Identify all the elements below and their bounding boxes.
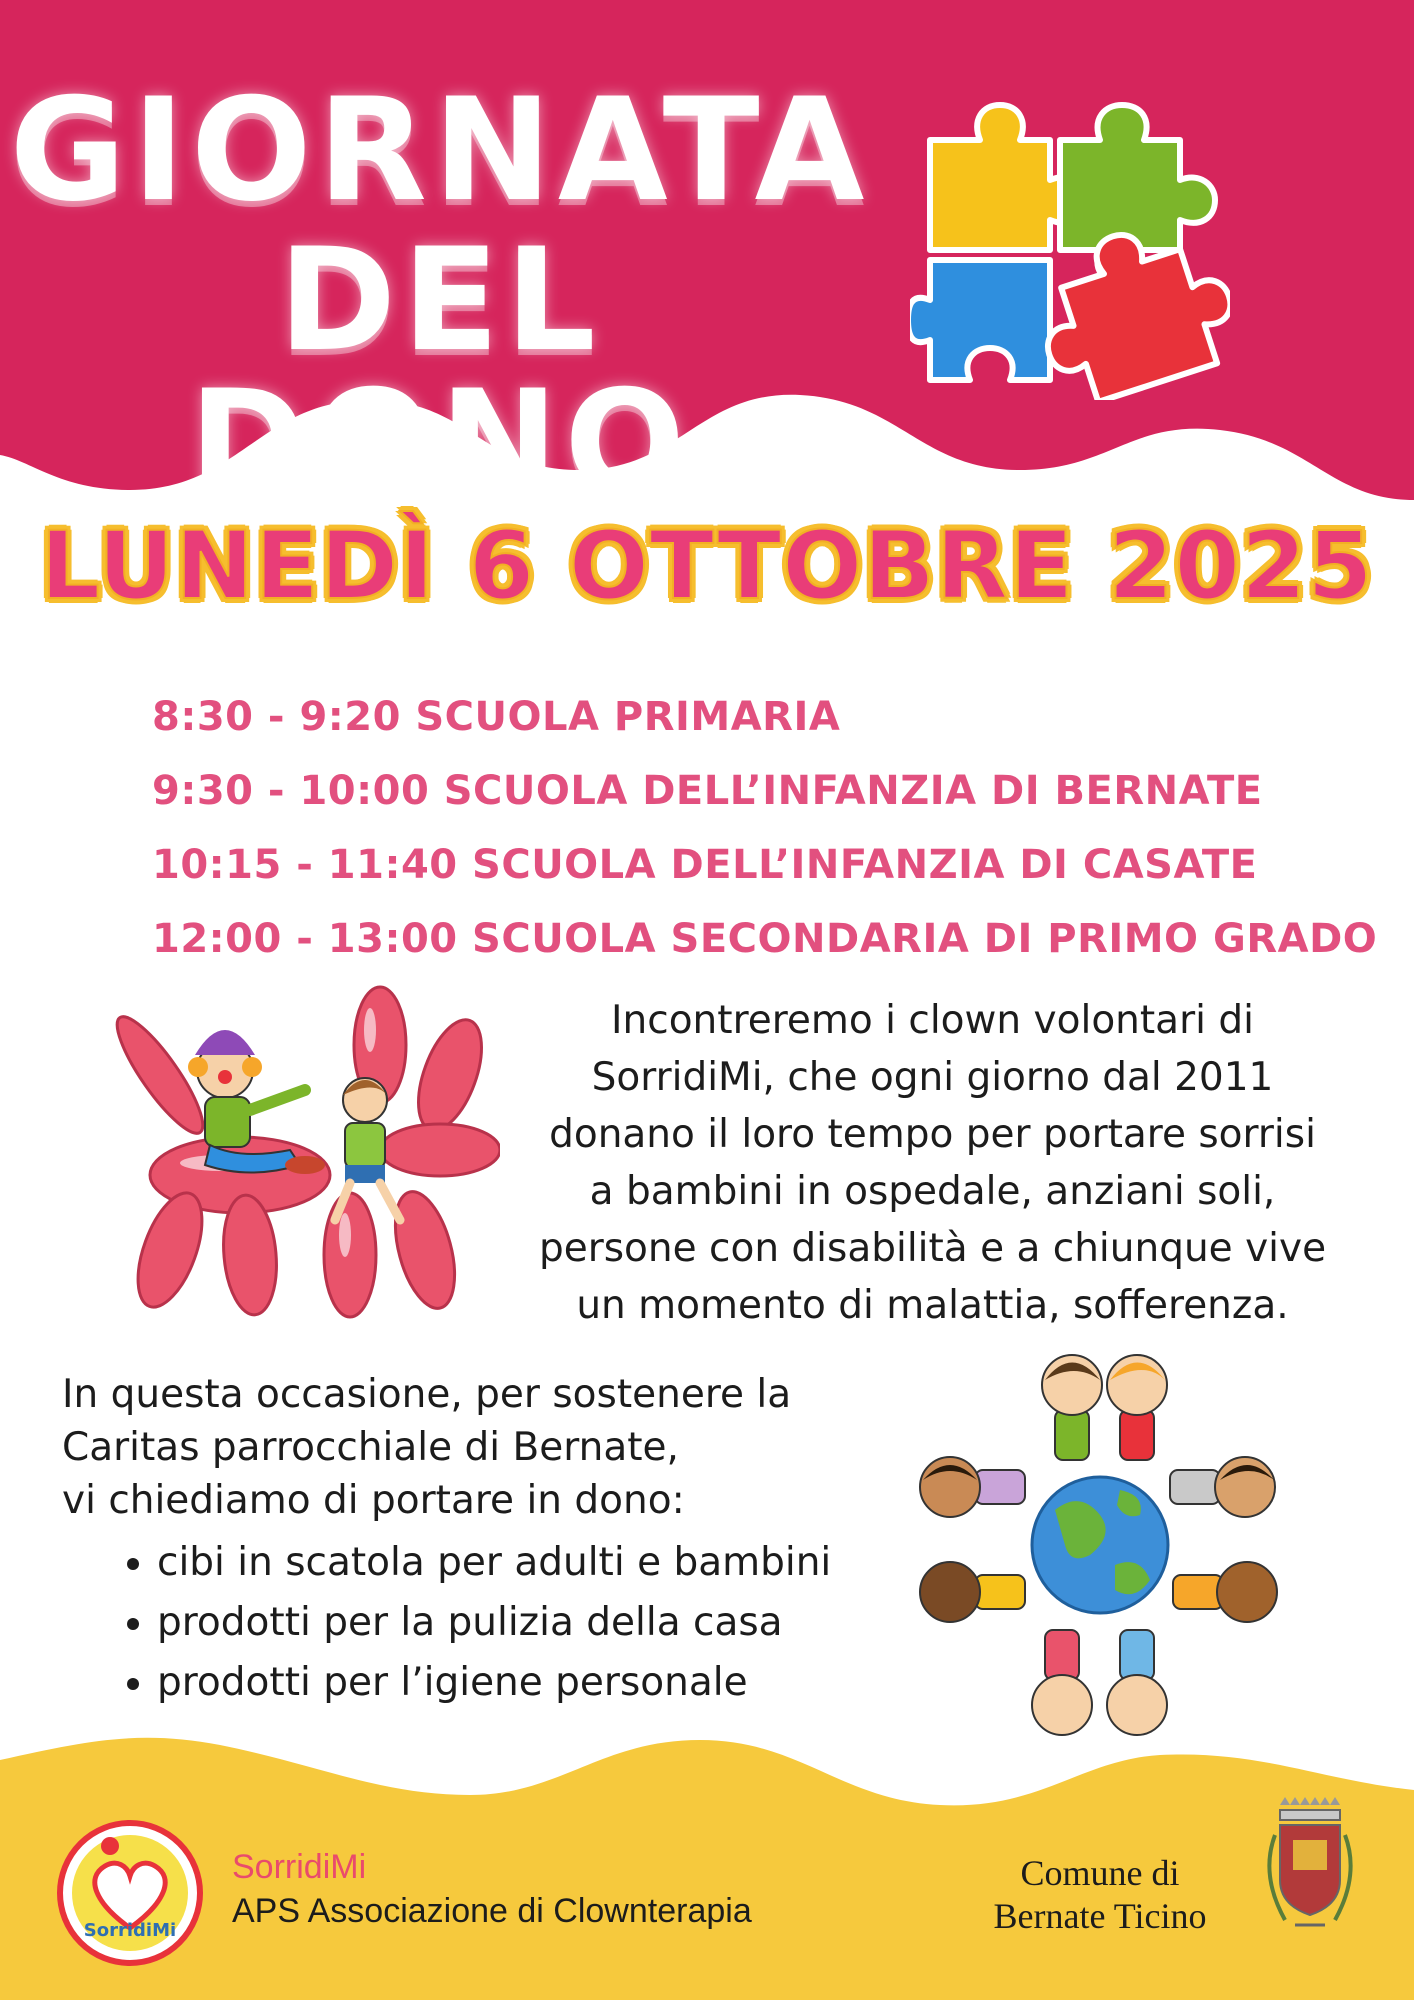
schedule-item-1: 8:30 - 9:20 SCUOLA PRIMARIA [152,694,841,740]
intro-line: persone con disabilità e a chiunque vive [538,1226,1327,1271]
intro-line: donano il loro tempo per portare sorrisi [549,1112,1316,1157]
schedule-item-3: 10:15 - 11:40 SCUOLA DELL’INFANZIA DI CASATE [152,842,1258,888]
intro-line: SorridiMi, che ogni giorno dal 2011 [591,1055,1274,1100]
comune-line-1: Comune di [1020,1853,1180,1893]
schedule-list [152,680,1378,976]
donation-line: In questa occasione, per sostenere la [62,1372,792,1417]
page-title-line-1: GIORNATA [9,68,871,233]
schedule-item-4: 12:00 - 13:00 SCUOLA SECONDARIA DI PRIMO GRADO [152,916,1378,962]
donation-item: • cibi in scatola per adulti e bambini [157,1533,912,1593]
donation-line: Caritas parrocchiale di Bernate, [62,1425,679,1470]
page-title-line-2: DEL DONO [188,218,692,525]
donation-line: vi chiediamo di portare in dono: [62,1478,685,1523]
intro-line: a bambini in ospedale, anziani soli, [589,1169,1276,1214]
comune-line-2: Bernate Ticino [993,1896,1207,1936]
donation-items-list [62,1533,912,1713]
bernate-ticino-coat-of-arms [1255,1795,1365,1935]
comune-label [950,1852,1250,1938]
sorridimi-logo-text: SorridiMi [83,1920,177,1941]
children-around-globe-illustration [905,1340,1295,1740]
event-date: LUNEDÌ 6 OTTOBRE 2025 [40,512,1374,621]
puzzle-icon [910,100,1230,400]
donation-item: • prodotti per la pulizia della casa [157,1593,912,1653]
schedule-item-2: 9:30 - 10:00 SCUOLA DELL’INFANZIA DI BERNATE [152,768,1263,814]
donation-section [62,1368,912,1713]
intro-paragraph [505,992,1360,1334]
intro-line: Incontreremo i clown volontari di [611,998,1254,1043]
organization-name: SorridiMi [232,1848,367,1886]
intro-line: un momento di malattia, sofferenza. [576,1283,1289,1328]
donation-item: • prodotti per l’igiene personale [157,1653,912,1713]
organization-description: APS Associazione di Clownterapia [232,1892,752,1930]
balloon-dog-clown-illustration [100,985,500,1325]
sorridimi-logo [55,1818,205,1968]
